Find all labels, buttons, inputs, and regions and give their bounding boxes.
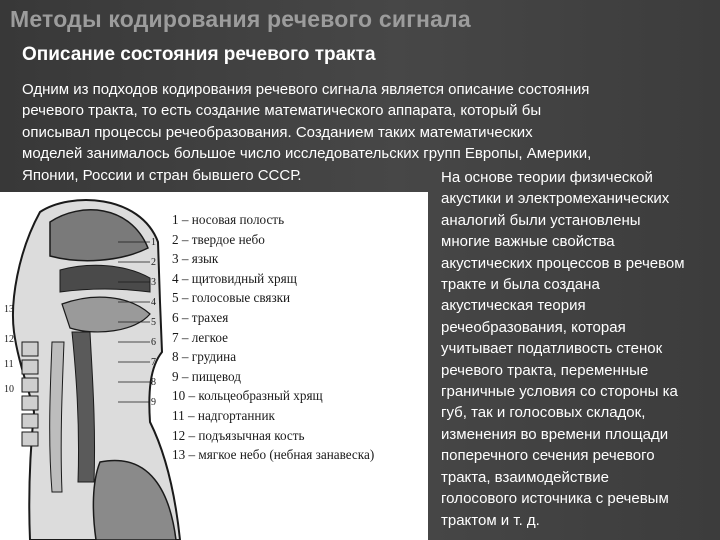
right-line: губ, так и голосовых складок, — [441, 404, 646, 422]
right-line: На основе теории физической — [441, 169, 653, 186]
right-line: аналогий были установлены — [441, 211, 641, 229]
right-line: акустики и электромеханических — [441, 190, 670, 208]
intro-line: описывал процессы речеобразования. Созданием таких математических — [22, 123, 533, 141]
slide-title: Методы кодирования речевого сигнала — [10, 6, 471, 32]
marker-number: 3 — [151, 277, 156, 288]
right-line: изменения во времени площади — [441, 425, 669, 443]
legend-item: 13 – мягкое небо (небная занавеска) — [172, 447, 375, 463]
right-paragraph — [441, 167, 720, 531]
legend-item: 8 – грудина — [172, 349, 237, 365]
marker-number: 11 — [4, 359, 14, 370]
legend-item: 5 – голосовые связки — [172, 290, 291, 306]
right-line: тракте и была создана — [441, 276, 600, 294]
intro-line: моделей занималось большое число исследовательских групп Европы, Америки, — [22, 145, 592, 163]
legend-item: 3 – язык — [172, 251, 219, 267]
right-line: акустическая теория — [441, 297, 586, 315]
marker-number: 7 — [151, 357, 156, 368]
marker-numbers — [151, 237, 156, 408]
right-line: граничные условия со стороны ка — [441, 383, 678, 401]
marker-number: 6 — [151, 337, 156, 348]
legend-item: 4 – щитовидный хрящ — [172, 270, 297, 286]
legend-item: 1 – носовая полость — [172, 212, 285, 227]
legend-item: 7 – легкое — [172, 329, 228, 345]
legend-item: 12 – подъязычная кость — [172, 427, 305, 443]
legend-item: 11 – надгортанник — [172, 407, 275, 423]
vocal-tract-figure — [0, 192, 428, 540]
legend-item: 9 – пищевод — [172, 368, 241, 384]
marker-number: 12 — [4, 334, 14, 345]
right-line: речевого тракта, переменные — [441, 361, 649, 379]
esophagus-shape — [50, 342, 64, 492]
intro-line: речевого тракта, то есть создание математического аппарата, который бы — [22, 102, 542, 120]
right-line: акустических процессов в речевом — [441, 254, 685, 272]
legend-item: 6 – трахея — [172, 309, 229, 325]
right-line: трактом и т. д. — [441, 511, 540, 529]
marker-number: 10 — [4, 384, 14, 395]
right-line: учитывает податливость стенок — [441, 340, 663, 358]
right-line: тракта, взаимодействие — [441, 468, 609, 486]
marker-number: 1 — [151, 237, 156, 248]
right-line: поперечного сечения речевого — [441, 447, 655, 465]
figure-legend — [172, 210, 374, 465]
marker-number: 13 — [4, 304, 14, 315]
legend-item: 2 – твердое небо — [172, 231, 265, 247]
right-line: речеобразования, которая — [441, 318, 626, 336]
marker-number: 5 — [151, 317, 156, 328]
marker-number: 8 — [151, 377, 156, 388]
legend-item: 10 – кольцеобразный хрящ — [172, 388, 323, 404]
right-line: многие важные свойства — [441, 233, 615, 251]
intro-line: Японии, России и стран бывшего СССР. — [22, 166, 302, 184]
marker-number: 9 — [151, 397, 156, 408]
right-line: голосового источника с речевым — [441, 490, 669, 508]
marker-number: 4 — [151, 297, 156, 308]
marker-number: 2 — [151, 257, 156, 268]
intro-line: Одним из подходов кодирования речевого сигнала является описание состояния — [22, 81, 590, 98]
slide-subtitle: Описание состояния речевого тракта — [22, 44, 376, 65]
